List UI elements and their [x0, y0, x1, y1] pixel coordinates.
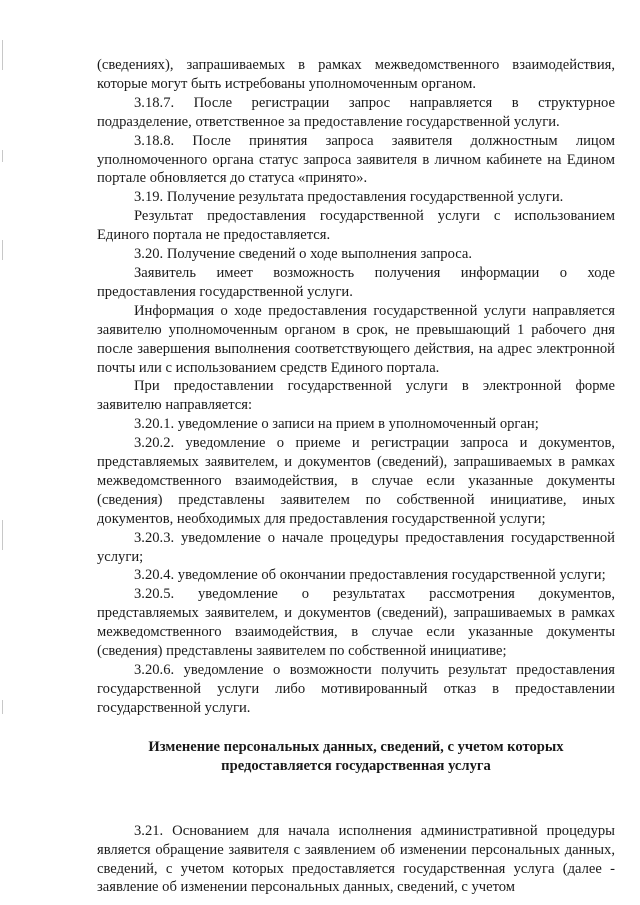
- paragraph: Заявитель имеет возможность получения информации о ходе предоставления государственной услуги.: [97, 264, 615, 300]
- paragraph: 3.19. Получение результата предоставления государственной услуги.: [134, 189, 564, 206]
- paragraph: 3.20.1. уведомление о записи на прием в уполномоченный орган;: [134, 416, 539, 433]
- paragraph: 3.20.5. уведомление о результатах рассмотрения документов, представляемых заявителем, и документов (сведений), запрашиваемых в рамках межведомственного взаимодействия, в случае если указанные документы (сведения) представлены заявителем по собственной инициативе;: [97, 586, 615, 660]
- section-heading-line-1: Изменение персональных данных, сведений, с учетом которых: [148, 738, 564, 755]
- document-page: [97, 56, 615, 897]
- section-heading-line-2: предоставляется государственная услуга: [221, 757, 491, 774]
- section-heading: [97, 738, 615, 776]
- paragraph: При предоставлении государственной услуги в электронной форме заявителю направляется:: [97, 378, 615, 414]
- paragraph: 3.18.8. После принятия запроса заявителя должностным лицом уполномоченного органа статус запроса заявителя в личном кабинете на Едином портале обновляется до статуса «принято».: [97, 132, 615, 187]
- paragraph: 3.20.4. уведомление об окончании предоставления государственной услуги;: [134, 567, 606, 584]
- paragraph: Информация о ходе предоставления государственной услуги направляется заявителю уполномоченным органом в срок, не превышающий 1 рабочего дня после завершения выполнения соответствующего действия, на адрес электронной почты или с использованием средств Единого портала.: [97, 302, 615, 376]
- bottom-paragraphs: [97, 822, 615, 898]
- paragraph: 3.18.7. После регистрации запрос направляется в структурное подразделение, ответственное за предоставление государственной услуги.: [97, 94, 615, 130]
- paragraph: 3.20.2. уведомление о приеме и регистрации запроса и документов, представляемых заявителем, и документов (сведений), запрашиваемых в рамках межведомственного взаимодействия, в случае если указанные документы (сведения) представлены заявителем по собственной инициативе, иных документов, необходимых для предоставления государственной услуги;: [97, 435, 615, 527]
- scan-margin-marks: [2, 0, 6, 905]
- paragraph: Результат предоставления государственной услуги с использованием Единого портала не предоставляется.: [97, 208, 615, 244]
- paragraph: 3.20.3. уведомление о начале процедуры предоставления государственной услуги;: [97, 529, 615, 565]
- paragraph: 3.21. Основанием для начала исполнения административной процедуры является обращение заявителя с заявлением об изменении персональных данных, сведений, с учетом которых предоставляется государственная услуга (далее - заявление об изменении персональных данных, сведений, с учетом: [97, 822, 615, 896]
- top-paragraphs: [97, 56, 615, 718]
- paragraph: 3.20. Получение сведений о ходе выполнения запроса.: [134, 246, 473, 263]
- paragraph: 3.20.6. уведомление о возможности получить результат предоставления государственной услуги либо мотивированный отказ в предоставлении государственной услуги.: [97, 662, 615, 716]
- paragraph: (сведениях), запрашиваемых в рамках межведомственного взаимодействия, которые могут быть истребованы уполномоченным органом.: [97, 57, 615, 92]
